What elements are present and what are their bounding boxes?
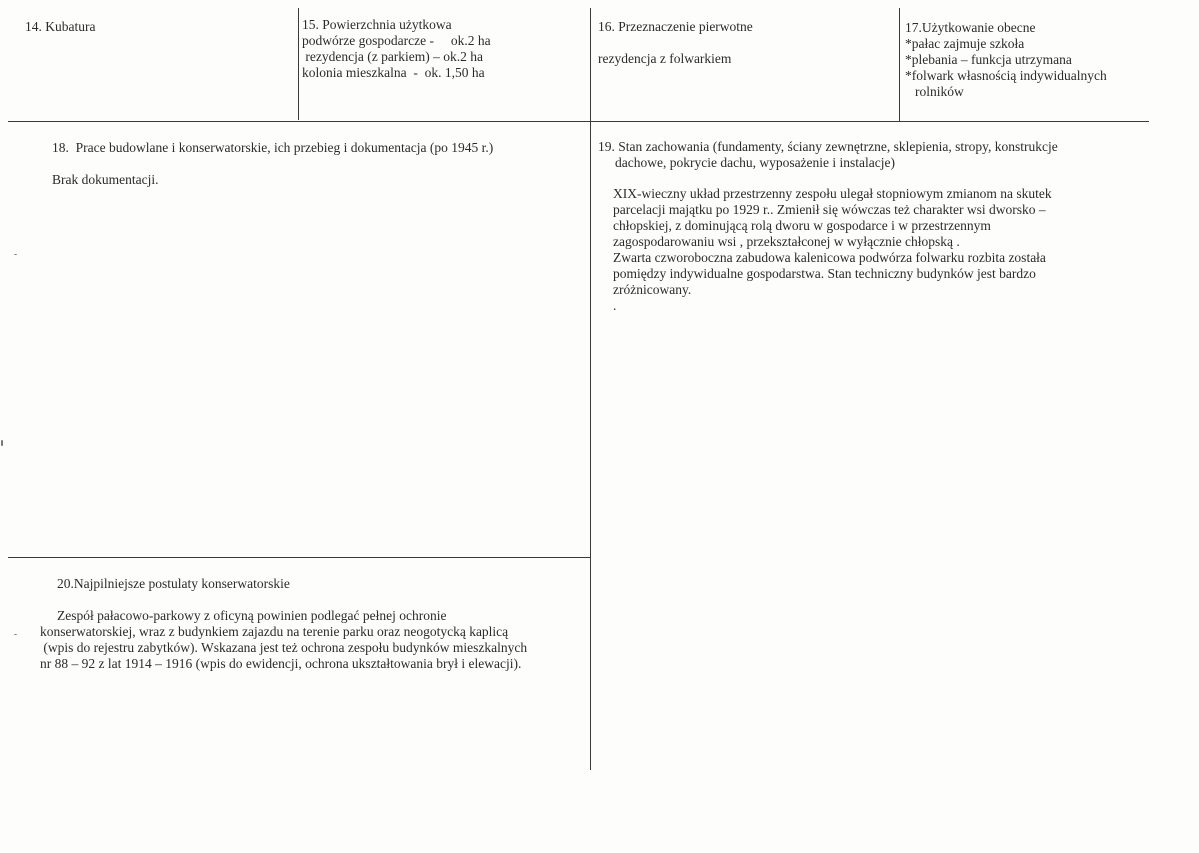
field-18-prace-budowlane — [52, 140, 493, 188]
field-15-title: 15. Powierzchnia użytkowa — [302, 17, 452, 32]
column-divider-18-19 — [590, 122, 591, 770]
field-18-bottom-rule — [8, 557, 591, 558]
field-19-stan-zachowania — [598, 139, 1058, 314]
field-19-body-line: zróżnicowany. — [613, 282, 692, 297]
field-19-body-line: parcelacji majątku po 1929 r.. Zmienił się wówczas też charakter wsi dworsko – — [613, 202, 1046, 217]
scan-speck — [14, 254, 17, 255]
field-17-line: *plebania – funkcja utrzymana — [905, 52, 1072, 67]
field-20-body-line: (wpis do rejestru zabytków). Wskazana jest też ochrona zespołu budynków mieszkalnych — [40, 640, 528, 655]
field-16-przeznaczenie — [598, 19, 753, 67]
field-19-body-line: zagospodarowaniu wsi , przekształconej w wyłącznie chłopską . — [613, 234, 960, 249]
column-divider-16-17 — [899, 8, 900, 121]
top-row-bottom-rule — [8, 121, 1149, 122]
field-14-kubatura — [25, 19, 95, 35]
field-20-body-line: nr 88 – 92 z lat 1914 – 1916 (wpis do ewidencji, ochrona ukształtowania brył i elewacji). — [40, 656, 522, 671]
field-18-title: 18. Prace budowlane i konserwatorskie, ich przebieg i dokumentacja (po 1945 r.) — [52, 140, 494, 155]
field-14-title: 14. Kubatura — [25, 19, 96, 34]
field-19-body-line: chłopskiej, z dominującą rolą dworu w gospodarce i w przestrzennym — [613, 218, 991, 233]
field-19-body-line: . — [613, 298, 617, 313]
column-divider-15-16 — [590, 8, 591, 121]
field-15-line: podwórze gospodarcze - ok.2 ha — [302, 33, 491, 48]
field-20-postulaty — [40, 576, 528, 672]
field-20-body-line: Zespół pałacowo-parkowy z oficyną powinien podlegać pełnej ochronie — [57, 608, 447, 623]
field-20-body-line: konserwatorskiej, wraz z budynkiem zajazdu na terenie parku oraz neogotycką kaplicą — [40, 624, 509, 639]
field-19-body-line: pomiędzy indywidualne gospodarstwa. Stan techniczny budynków jest bardzo — [613, 266, 1036, 281]
field-15-line: kolonia mieszkalna - ok. 1,50 ha — [302, 65, 485, 80]
field-19-title: dachowe, pokrycie dachu, wyposażenie i instalacje) — [615, 155, 896, 170]
scan-speck — [14, 634, 17, 635]
field-19-title: 19. Stan zachowania (fundamenty, ściany zewnętrzne, sklepienia, stropy, konstrukcje — [598, 139, 1058, 154]
field-20-title: 20.Najpilniejsze postulaty konserwatorskie — [57, 576, 290, 591]
field-16-value: rezydencja z folwarkiem — [598, 51, 732, 66]
field-17-line: *pałac zajmuje szkoła — [905, 36, 1025, 51]
field-19-body-line: Zwarta czworoboczna zabudowa kalenicowa podwórza folwarku rozbita została — [613, 250, 1046, 265]
field-17-line: *folwark własnością indywidualnych — [905, 68, 1107, 83]
field-19-body-line: XIX-wieczny układ przestrzenny zespołu ulegał stopniowym zmianom na skutek — [613, 186, 1052, 201]
field-17-title: 17.Użytkowanie obecne — [905, 20, 1036, 35]
field-15-line: rezydencja (z parkiem) – ok.2 ha — [302, 49, 484, 64]
scan-speck — [1, 440, 3, 446]
column-divider-14-15 — [298, 8, 299, 120]
field-17-uzytkowanie — [905, 20, 1107, 100]
field-16-title: 16. Przeznaczenie pierwotne — [598, 19, 753, 34]
field-18-value: Brak dokumentacji. — [52, 172, 159, 187]
field-17-line: rolników — [915, 84, 964, 99]
field-19-body — [598, 186, 1058, 314]
field-20-body — [40, 608, 527, 672]
field-15-powierzchnia — [302, 17, 491, 81]
